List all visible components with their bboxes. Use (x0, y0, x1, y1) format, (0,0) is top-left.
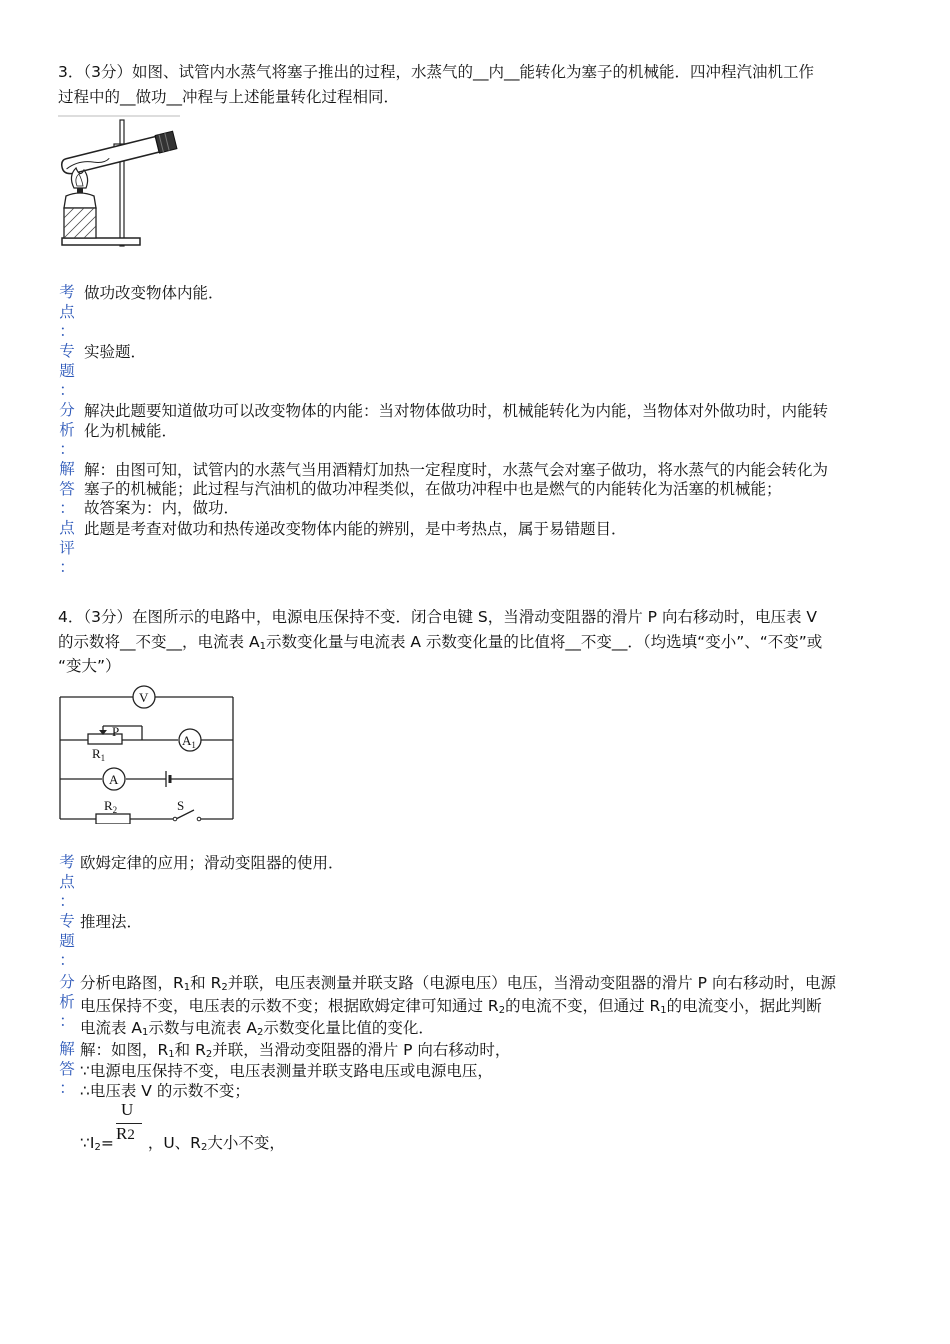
q4-kaodian-text: 欧姆定律的应用；滑动变阻器的使用． (80, 854, 344, 872)
q3-zhuanti-label: 专 题 ： (59, 342, 75, 399)
q4-fenxi-line2: 电压保持不变，电压表的示数不变；根据欧姆定律可知通过 $R_2$的电流不变，但通过 $R_1$的电流变小，据此判断 (80, 997, 822, 1016)
q4-blank2: __不变__ (565, 633, 628, 651)
q3-stem-line1: 3．（3分）如图、试管内水蒸气将塞子推出的过程，水蒸气的__内__能转化为塞子的机械能．四冲程汽油机工作 (58, 63, 815, 81)
circuit-diagram (58, 682, 240, 824)
q4-fenxi-line1: 分析电路图，$R_1$和 $R_2$并联，电压表测量并联支路（电源电压）电压，当滑动变阻器的滑片 P 向右移动时，电源 (80, 974, 836, 993)
q4-fenxi-label: 分 析 ： (59, 973, 75, 1030)
slider-p-label: P (112, 724, 120, 739)
q3-fenxi-label: 分 析 ： (59, 401, 75, 458)
q3-blank2: __做功__ (120, 88, 183, 106)
q3-jieda-label: 解 答 ： (59, 460, 75, 517)
q3-fenxi-line1: 解决此题要知道做功可以改变物体的内能：当对物体做功时，机械能转化为内能，当物体对外做功时，内能转 (84, 402, 829, 420)
q4-jieda-line2: ∵电源电压保持不变，电压表测量并联支路电压或电源电压， (80, 1062, 493, 1080)
q4-jieda-label: 解 答 ： (59, 1040, 75, 1097)
q3-jieda-line1: 解：由图可知，试管内的水蒸气当用酒精灯加热一定程度时，水蒸气会对塞子做功，将水蒸气的内能会转化为 (84, 461, 829, 479)
q4-jieda-line1: 解：如图，$R_1$和 $R_2$并联，当滑动变阻器的滑片 P 向右移动时， (80, 1041, 511, 1060)
q4-zhuanti-label: 专 题 ： (59, 912, 75, 969)
voltmeter-label: V (139, 690, 149, 705)
q3-stem-line2: 过程中的__做功__冲程与上述能量转化过程相同． (58, 88, 400, 106)
fraction-numerator: U (121, 1100, 134, 1119)
r1-label: $R_1$ (92, 746, 106, 763)
ammeter-a1-label: $A_1$ (182, 733, 196, 750)
q4-fenxi-line3: 电流表 $A_1$示数与电流表 $A_2$示数变化量比值的变化． (80, 1019, 434, 1038)
q4-stem-line1: 4．（3分）在图所示的电路中，电源电压保持不变．闭合电键 S，当滑动变阻器的滑片 P 向右移动时，电压表 V (58, 608, 817, 626)
r2-label: $R_2$ (104, 798, 118, 815)
q3-dianping-text: 此题是考查对做功和热传递改变物体内能的辨别，是中考热点，属于易错题目． (84, 520, 627, 538)
q4-zhuanti-text: 推理法． (80, 913, 143, 931)
q3-kaodian-text: 做功改变物体内能． (84, 284, 224, 302)
q4-stem-line2: 的示数将__不变__，电流表 $A_1$示数变化量与电流表 A 示数变化量的比值将__不变__．（均选填“变小”、“不变”或 (58, 633, 823, 652)
switch-s-label: S (177, 798, 185, 813)
q4-jieda-line4: $\because I_2=$ ，U、$R_2$大小不变， (80, 1134, 285, 1153)
q3-jieda-line3: 故答案为：内，做功． (84, 499, 240, 517)
q3-dianping-label: 点 评 ： (59, 519, 75, 576)
q4-blank1: __不变__ (120, 633, 183, 651)
fraction-denominator: R2 (116, 1124, 135, 1143)
q3-fenxi-line2: 化为机械能． (84, 422, 178, 440)
test-tube-apparatus-figure (58, 112, 182, 252)
ammeter-a-label: A (109, 772, 119, 787)
q4-kaodian-label: 考 点 ： (59, 853, 75, 910)
q3-jieda-line2: 塞子的机械能；此过程与汽油机的做功冲程类似，在做功冲程中也是燃气的内能转化为活塞的机械能； (84, 480, 782, 498)
q4-stem-line3: “变大”） (58, 657, 121, 675)
q4-jieda-line3: ∴电压表 V 的示数不变； (80, 1082, 250, 1100)
q3-zhuanti-text: 实验题． (84, 343, 147, 361)
q3-kaodian-label: 考 点 ： (59, 283, 75, 340)
q3-blank1: __内__ (472, 63, 520, 81)
